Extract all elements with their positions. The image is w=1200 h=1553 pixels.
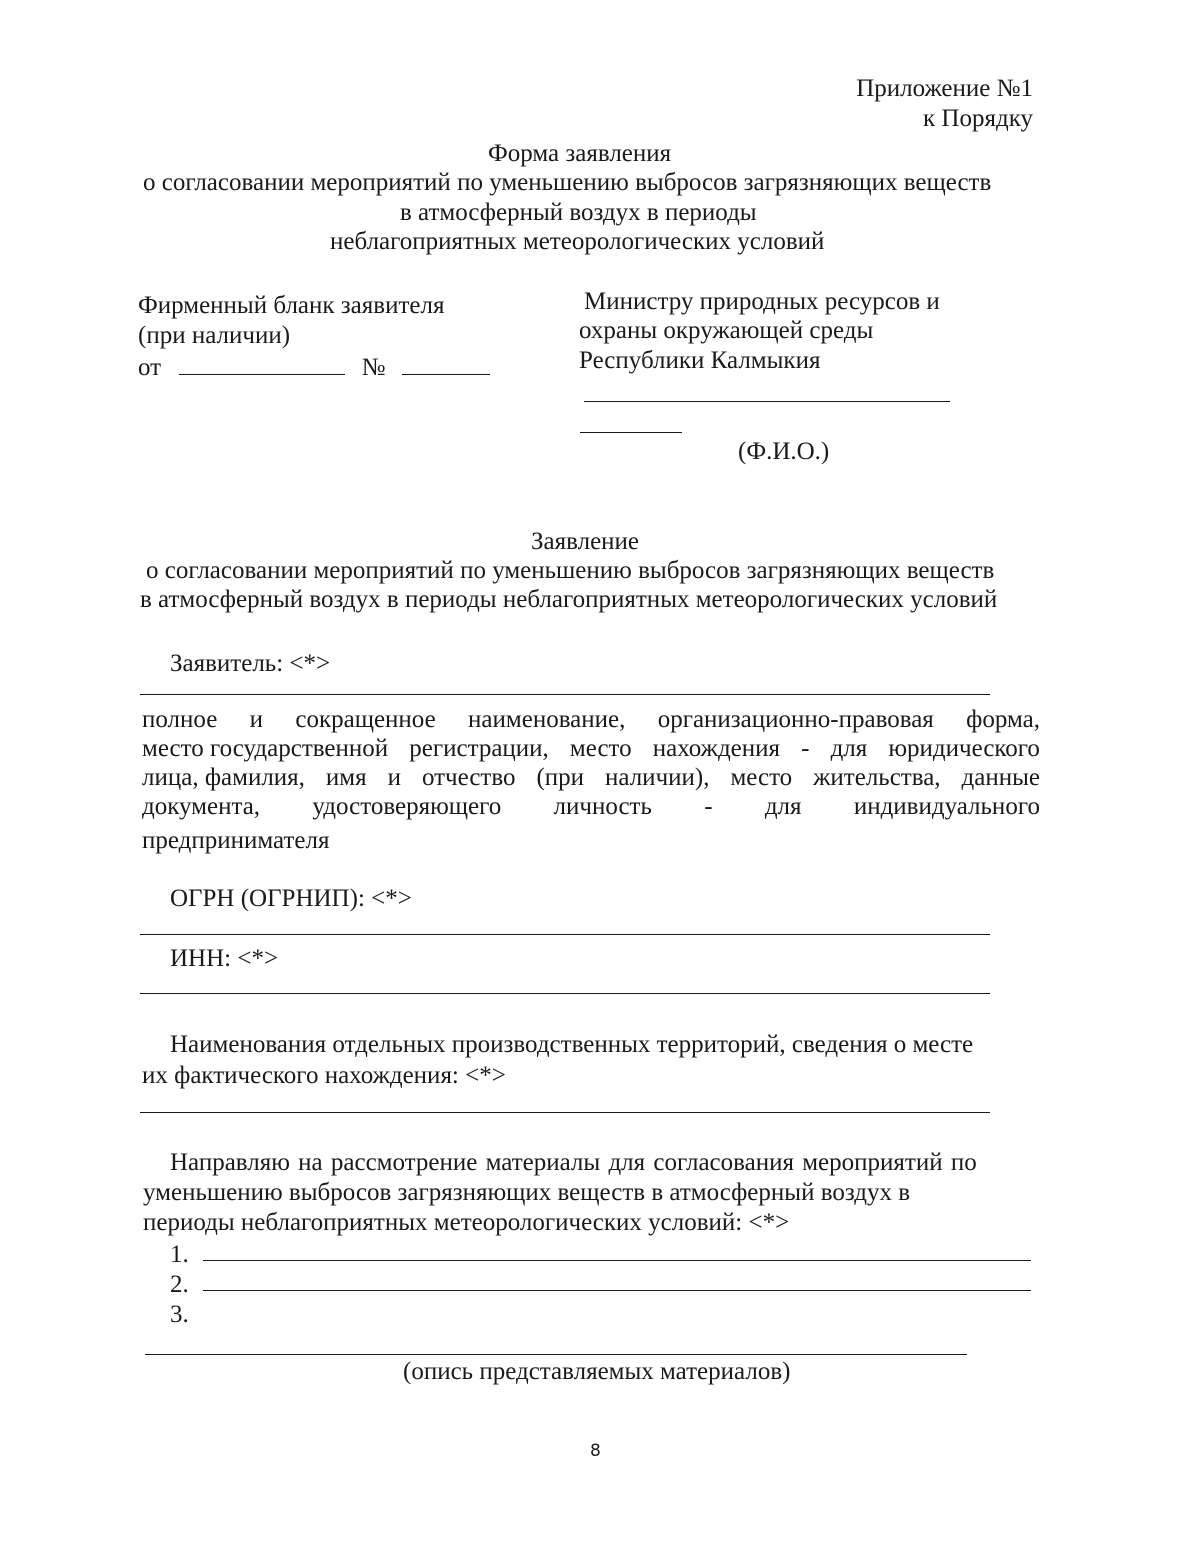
- word: удостоверяющего: [312, 793, 502, 820]
- applicant-description-line5: предпринимателя: [142, 827, 330, 854]
- materials-inventory-line[interactable]: [145, 1354, 967, 1355]
- word: организационно-правовая: [657, 706, 934, 733]
- word: данные: [961, 764, 1040, 791]
- word: имя: [325, 764, 367, 791]
- materials-text-line1: Направляю на рассмотрение материалы для согласования мероприятий по: [170, 1149, 977, 1176]
- word: место: [569, 735, 632, 762]
- materials-item-2-field[interactable]: [203, 1290, 1031, 1291]
- word: место: [730, 764, 793, 791]
- territories-label-line2: их фактического нахождения: <*>: [142, 1062, 506, 1089]
- materials-item-2-number: 2.: [170, 1271, 189, 1298]
- word: сокращенное: [295, 706, 436, 733]
- applicant-description-line4: [142, 792, 1040, 822]
- applicant-description-line3: [142, 763, 1040, 793]
- word: регистрации,: [409, 735, 549, 762]
- materials-item-1-field[interactable]: [203, 1260, 1031, 1261]
- word: -: [704, 793, 713, 820]
- statement-subtitle-line2: в атмосферный воздух в периоды неблагоприятных метеорологических условий: [140, 586, 998, 613]
- applicant-description-line2: [142, 734, 1040, 764]
- materials-item-1-number: 1.: [170, 1241, 189, 1268]
- word: и: [249, 706, 264, 733]
- addressee-line1: Министру природных ресурсов и: [584, 288, 940, 315]
- word: для: [764, 793, 802, 820]
- addressee-line3: Республики Калмыкия: [579, 347, 821, 374]
- letterhead-label: Фирменный бланк заявителя: [138, 292, 445, 319]
- word: лица, фамилия,: [142, 764, 305, 791]
- word: (при: [536, 764, 585, 791]
- word: документа,: [142, 793, 261, 820]
- statement-subtitle-line1: о согласовании мероприятий по уменьшению выбросов загрязняющих веществ: [146, 557, 995, 584]
- appendix-reference: к Порядку: [923, 105, 1033, 132]
- word: личность: [553, 793, 652, 820]
- from-label: от: [138, 354, 162, 381]
- word: форма,: [966, 706, 1040, 733]
- materials-item-3-number: 3.: [170, 1301, 189, 1328]
- form-title-line3: в атмосферный воздух в периоды: [400, 199, 757, 226]
- territories-input-line[interactable]: [140, 1112, 990, 1113]
- statement-title: Заявление: [531, 528, 640, 555]
- applicant-description-line1: [142, 705, 1040, 735]
- word: нахождения: [652, 735, 781, 762]
- word: для: [830, 735, 868, 762]
- word: жительства,: [813, 764, 941, 791]
- word: отчество: [421, 764, 516, 791]
- appendix-label: Приложение №1: [856, 75, 1033, 102]
- fio-line[interactable]: [584, 401, 950, 402]
- fio-line-short[interactable]: [580, 432, 682, 433]
- ogrn-label: ОГРН (ОГРНИП): <*>: [170, 885, 412, 912]
- word: полное: [142, 706, 218, 733]
- word: и: [387, 764, 401, 791]
- number-label: №: [361, 354, 386, 381]
- word: индивидуального: [853, 793, 1040, 820]
- addressee-line2: охраны окружающей среды: [579, 317, 874, 344]
- word: -: [801, 735, 810, 762]
- ogrn-input-line[interactable]: [140, 934, 990, 935]
- word: место государственной: [142, 735, 389, 762]
- form-title-line4: неблагоприятных метеорологических условий: [330, 228, 825, 255]
- applicant-input-line[interactable]: [140, 694, 990, 695]
- materials-text-line2: уменьшению выбросов загрязняющих веществ в атмосферный воздух в: [143, 1179, 911, 1206]
- materials-text-line3: периоды неблагоприятных метеорологических условий: <*>: [143, 1209, 790, 1236]
- materials-caption: (опись представляемых материалов): [403, 1358, 791, 1385]
- inn-input-line[interactable]: [140, 993, 990, 994]
- form-title-line1: Форма заявления: [488, 140, 672, 167]
- fio-caption: (Ф.И.О.): [738, 438, 830, 465]
- form-title-line2: о согласовании мероприятий по уменьшению выбросов загрязняющих веществ: [143, 169, 992, 196]
- number-field[interactable]: [402, 354, 490, 375]
- date-field[interactable]: [179, 354, 345, 375]
- inn-label: ИНН: <*>: [170, 945, 279, 972]
- letterhead-note: (при наличии): [138, 322, 291, 349]
- territories-label-line1: Наименования отдельных производственных территорий, сведения о месте: [170, 1031, 974, 1058]
- applicant-label: Заявитель: <*>: [170, 650, 331, 677]
- page-number: 8: [590, 1441, 601, 1461]
- word: наличии),: [605, 764, 710, 791]
- word: наименование,: [468, 706, 626, 733]
- date-number-line: [138, 353, 490, 383]
- word: юридического: [888, 735, 1040, 762]
